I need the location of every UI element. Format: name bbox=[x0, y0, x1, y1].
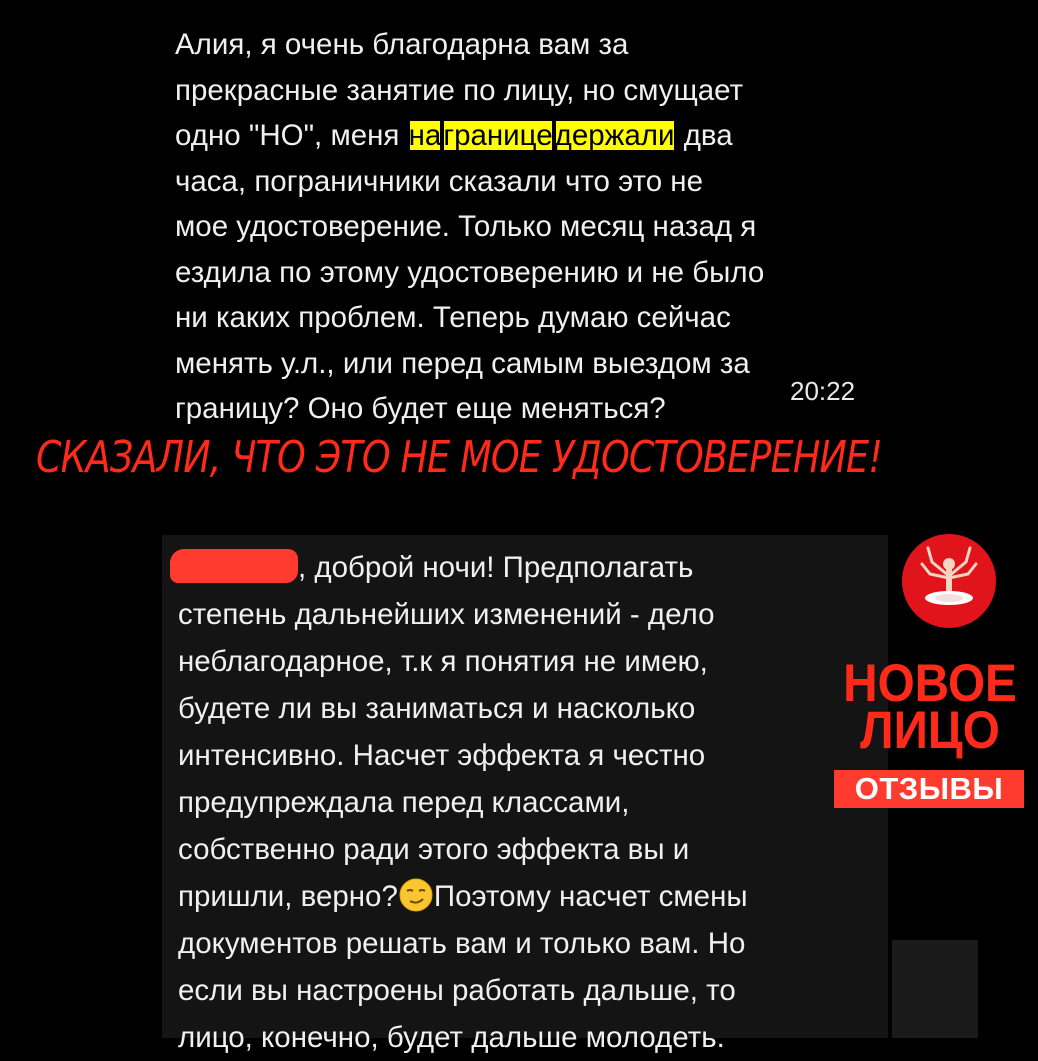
message-2-line-2: степень дальнейших изменений - дело bbox=[178, 598, 715, 631]
message-2-text bbox=[178, 544, 878, 1061]
message-1-line-5: мое удостоверение. Только месяц назад я bbox=[175, 210, 757, 243]
message-2-line-11: лицо, конечно, будет дальше молодеть. bbox=[178, 1021, 725, 1054]
decorative-dark-block bbox=[892, 940, 978, 1038]
redacted-name-mark bbox=[170, 549, 298, 583]
brand-title bbox=[840, 654, 1020, 760]
message-2-line-8-a: пришли, верно? bbox=[178, 880, 398, 913]
message-2-line-8-b: Поэтому насчет смены bbox=[433, 880, 748, 913]
message-1-line-7: ни каких проблем. Теперь думаю сейчас bbox=[175, 301, 731, 334]
message-2-line-6: предупреждала перед классами, bbox=[178, 786, 630, 819]
message-1-line-3-suffix: два bbox=[675, 119, 733, 152]
message-1-line-6: ездила по этому удостоверению и не было bbox=[175, 255, 765, 289]
message-1-timestamp: 20:22 bbox=[790, 376, 856, 406]
highlighted-word-1: на bbox=[408, 119, 442, 152]
message-1-line-4: часа, пограничники сказали что это не bbox=[175, 164, 704, 198]
message-2-line-3: неблагодарное, т.к я понятия не имею, bbox=[178, 645, 708, 678]
reviews-badge: ОТЗЫВЫ bbox=[834, 770, 1024, 808]
message-1-text bbox=[175, 22, 875, 432]
highlighted-word-2: границе bbox=[443, 119, 553, 152]
brand-logo bbox=[902, 534, 996, 628]
message-1-line-2: прекрасные занятие по лицу, но смущает bbox=[175, 73, 744, 107]
message-1-line-1: Алия, я очень благодарна вам за bbox=[175, 28, 629, 61]
message-2-line-8 bbox=[178, 873, 878, 920]
smirking-face-emoji-icon bbox=[398, 877, 434, 913]
message-2-line-1 bbox=[178, 544, 878, 591]
message-1-line-9: границу? Оно будет еще меняться? bbox=[175, 392, 666, 425]
message-1-line-3 bbox=[175, 113, 875, 159]
message-2-line-10: если вы настроены работать дальше, то bbox=[178, 974, 736, 1007]
highlighted-word-3: держали bbox=[554, 119, 675, 152]
brand-title-line-2: ЛИЦО bbox=[860, 701, 1000, 760]
message-2-line-4: будете ли вы заниматься и насколько bbox=[178, 692, 696, 725]
message-2-line-7: собственно ради этого эффекта вы и bbox=[178, 833, 690, 866]
message-2-line-1-text: , доброй ночи! Предполагать bbox=[298, 551, 694, 584]
message-1-line-8: менять у.л., или перед самым выездом за bbox=[175, 346, 750, 380]
message-1-line-3-prefix: одно "НО", меня bbox=[175, 119, 408, 152]
message-2-line-5: интенсивно. Насчет эффекта я честно bbox=[178, 739, 706, 772]
message-2-line-9: документов решать вам и только вам. Но bbox=[178, 927, 746, 960]
brand-title-line-1: НОВОЕ bbox=[843, 654, 1017, 713]
yoga-figure-icon bbox=[902, 534, 996, 628]
headline-caption: СКАЗАЛИ, ЧТО ЭТО НЕ МОЕ УДОСТОВЕРЕНИЕ! bbox=[36, 432, 883, 483]
